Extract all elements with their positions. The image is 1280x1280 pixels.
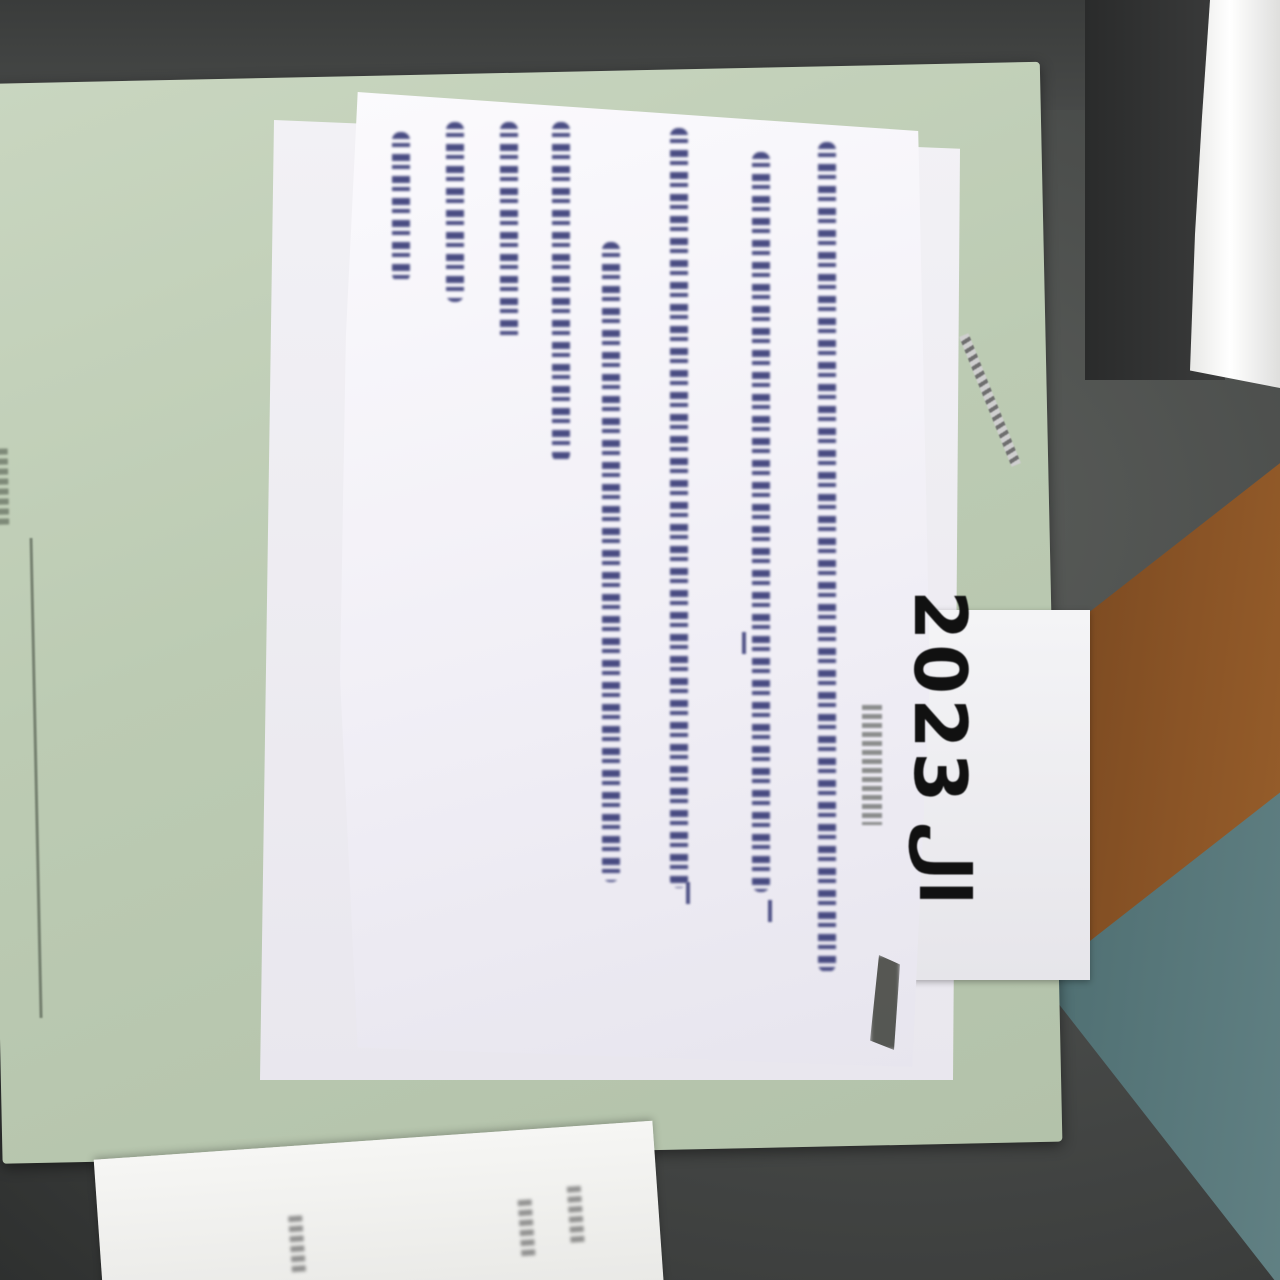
handwriting-line-4 — [602, 242, 620, 882]
handwriting-line-7 — [446, 122, 464, 302]
folder-small-printed-text — [862, 705, 882, 825]
folder-printed-text-blurred — [44, 501, 154, 973]
folder-underline — [30, 538, 43, 1018]
handwriting-line-2 — [752, 152, 770, 892]
year-suffix: ال — [903, 820, 985, 905]
handwritten-note — [340, 92, 930, 1067]
handwriting-mark — [768, 900, 772, 922]
folder-printed-mark — [0, 449, 9, 529]
handwriting-mark — [742, 632, 746, 654]
handwriting-line-1 — [818, 142, 836, 972]
handwriting-line-8 — [392, 132, 410, 282]
handwriting-line-6 — [500, 122, 518, 342]
handwriting-mark — [686, 882, 690, 904]
handwriting-line-3 — [670, 128, 688, 888]
bottom-handwriting — [518, 1199, 536, 1260]
handwriting-line-5 — [552, 122, 570, 462]
bottom-handwriting — [567, 1186, 585, 1247]
bottom-handwriting — [288, 1215, 306, 1276]
year-label: 2023 — [898, 590, 982, 807]
